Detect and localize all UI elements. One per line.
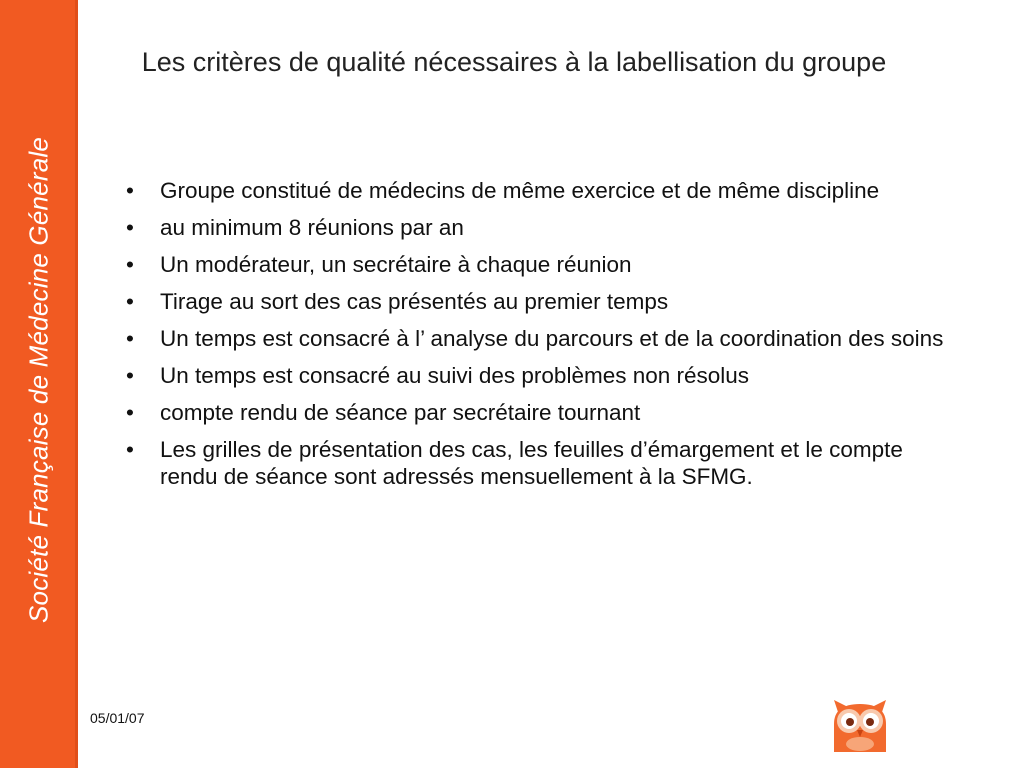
bullet-text: au minimum 8 réunions par an <box>160 215 464 240</box>
bullet-dot: • <box>126 215 134 240</box>
bullet-dot: • <box>126 252 134 277</box>
bullet-text: Groupe constitué de médecins de même exercice et de même discipline <box>160 178 880 203</box>
bullet-item <box>122 399 962 426</box>
bullet-dot: • <box>126 437 134 462</box>
bullet-item <box>122 362 962 389</box>
bullet-item <box>122 214 962 241</box>
bullet-item <box>122 325 962 352</box>
bullet-text: compte rendu de séance par secrétaire tournant <box>160 400 641 425</box>
bullet-text: Un modérateur, un secrétaire à chaque réunion <box>160 252 632 277</box>
bullet-item <box>122 288 962 315</box>
bullet-dot: • <box>126 178 134 203</box>
bullet-dot: • <box>126 363 134 388</box>
sidebar-band-edge <box>75 0 78 768</box>
slide-date: 05/01/07 <box>90 710 145 726</box>
bullet-dot: • <box>126 289 134 314</box>
bullet-item <box>122 251 962 278</box>
bullet-dot: • <box>126 400 134 425</box>
bullet-item <box>122 436 962 490</box>
bullet-dot: • <box>126 326 134 351</box>
bullet-text: Un temps est consacré au suivi des problèmes non résolus <box>160 363 750 388</box>
owl-logo-icon <box>824 694 896 754</box>
bullet-text: Les grilles de présentation des cas, les feuilles d’émargement et le compte rendu de séance sont adressés mensuellement à la SFMG. <box>160 437 903 489</box>
slide-title: Les critères de qualité nécessaires à la labellisation du groupe <box>141 47 887 77</box>
bullet-text: Tirage au sort des cas présentés au premier temps <box>160 289 669 314</box>
bullet-text: Un temps est consacré à l’ analyse du parcours et de la coordination des soins <box>160 326 944 351</box>
sidebar-label: Société Française de Médecine Générale <box>23 137 54 623</box>
bullet-list <box>122 177 962 500</box>
bullet-item <box>122 177 962 204</box>
